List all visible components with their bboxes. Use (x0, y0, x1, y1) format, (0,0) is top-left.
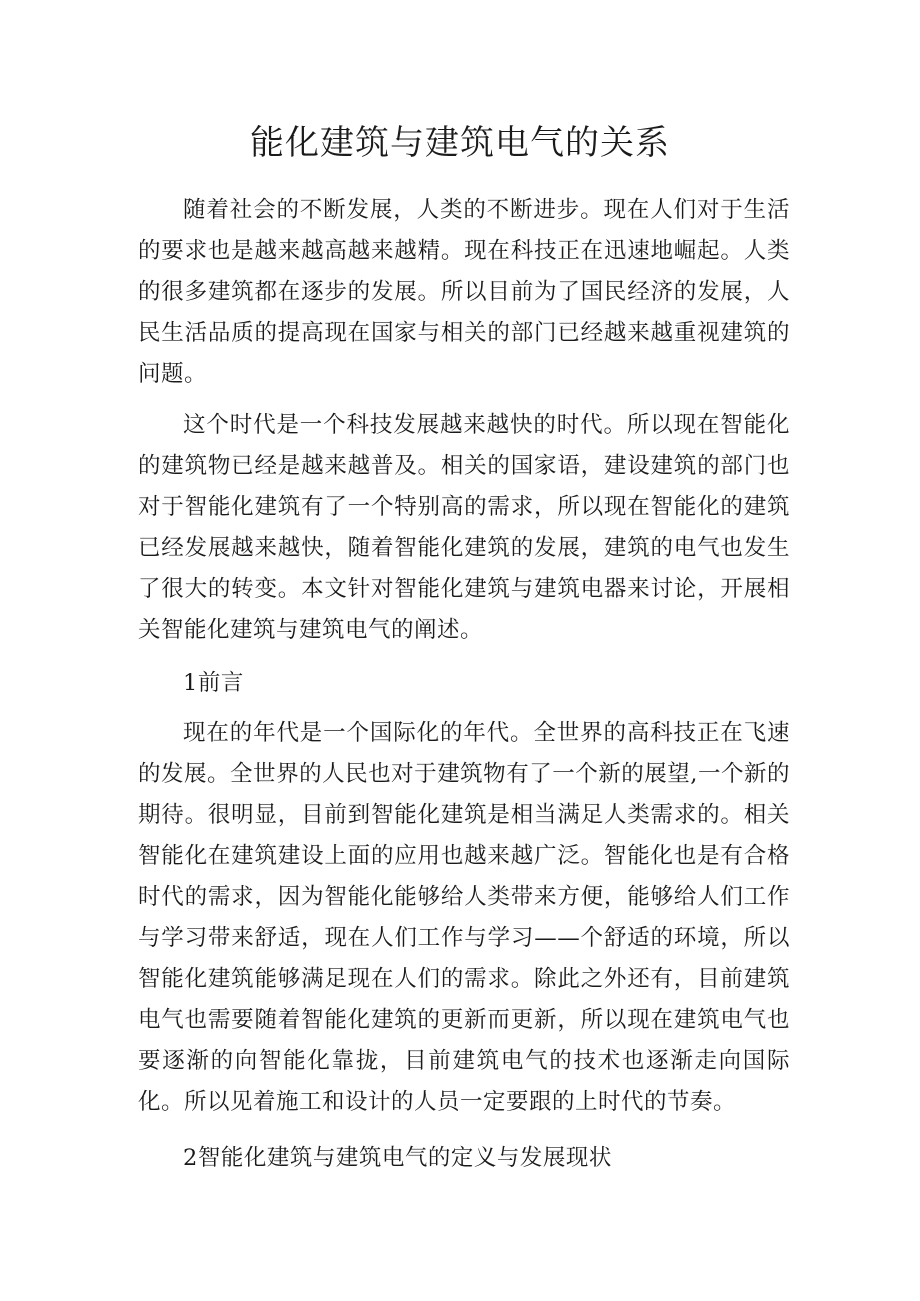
section-heading-preface: 1前言 (183, 670, 244, 696)
paragraph-era: 这个时代是一个科技发展越来越快的时代。所以现在智能化的建筑物已经是越来越普及。相关的国家语，建设建筑的部门也对于智能化建筑有了一个特别高的需求，所以现在智能化的建筑已经发展越来越快，随着智能化建筑的发展，建筑的电气也发生了很大的转变。本文针对智能化建筑与建筑电器来讨论，开展相关智能化建筑与建筑电气的阐述。 (138, 412, 790, 643)
paragraph-intro: 随着社会的不断发展，人类的不断进步。现在人们对于生活的要求也是越来越高越来越精。现在科技正在迅速地崛起。人类的很多建筑都在逐步的发展。所以目前为了国民经济的发展，人民生活品质的提高现在国家与相关的部门已经越来越重视建筑的问题。 (138, 197, 790, 387)
section-heading-definition: 2智能化建筑与建筑电气的定义与发展现状 (183, 1145, 612, 1171)
document-title: 能化建筑与建筑电气的关系 (250, 123, 670, 163)
paragraph-preface: 现在的年代是一个国际化的年代。全世界的高科技正在飞速的发展。全世界的人民也对于建筑物有了一个新的展望,一个新的期待。很明显，目前到智能化建筑是相当满足人类需求的。相关智能化在建筑建设上面的应用也越来越广泛。智能化也是有合格时代的需求，因为智能化能够给人类带来方便，能够给人们工作与学习带来舒适，现在人们工作与学习——个舒适的环境，所以智能化建筑能够满足现在人们的需求。除此之外还有，目前建筑电气也需要随着智能化建筑的更新而更新，所以现在建筑电气也要逐渐的向智能化靠拢，目前建筑电气的技术也逐渐走向国际化。所以见着施工和设计的人员一定要跟的上时代的节奏。 (138, 720, 790, 1115)
